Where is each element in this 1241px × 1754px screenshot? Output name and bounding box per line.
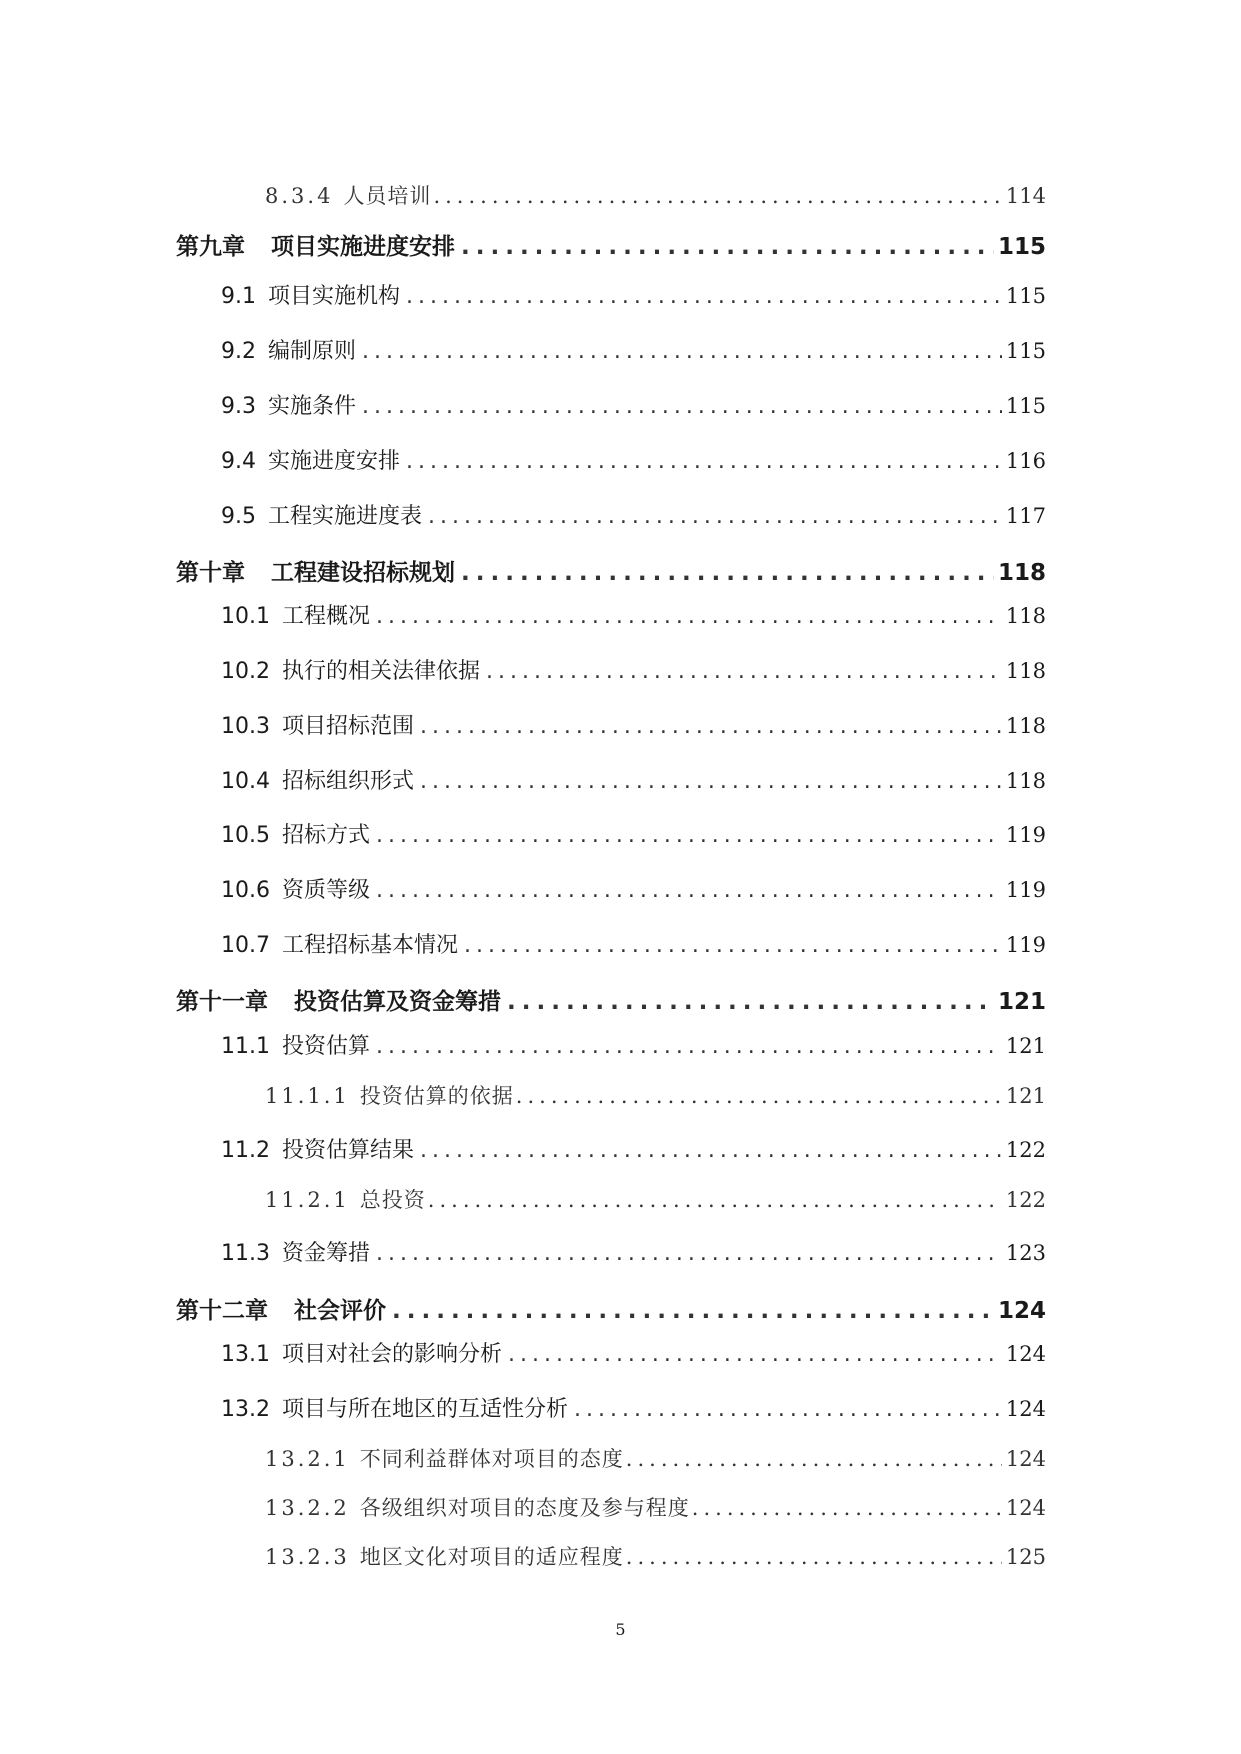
dot-leader (376, 823, 1002, 848)
toc-entry-title: 项目与所在地区的互适性分析 (281, 1397, 568, 1422)
toc-entry-number: 13.1 (221, 1342, 270, 1367)
toc-entry-title: 项目招标范围 (281, 714, 414, 739)
toc-entry-number: 第十章 (176, 560, 245, 586)
toc-entry-page: 119 (1005, 878, 1046, 902)
toc-entry-number: 13.2.3 (265, 1545, 350, 1569)
toc-entry-number: 11.1.1 (265, 1084, 350, 1108)
toc-entry-title: 工程招标基本情况 (281, 933, 458, 958)
toc-entry[interactable] (176, 554, 1046, 587)
toc-entry-page: 118 (1005, 769, 1046, 793)
toc-entry-number: 11.2.1 (265, 1188, 350, 1212)
toc-entry[interactable] (221, 873, 1046, 904)
toc-entry[interactable] (176, 1292, 1046, 1325)
dot-leader (406, 449, 1002, 474)
toc-entry-title: 人员培训 (343, 184, 432, 208)
toc-entry-page: 121 (1005, 1034, 1046, 1058)
dot-leader (392, 1298, 994, 1324)
toc-entry-title: 项目对社会的影响分析 (281, 1342, 502, 1367)
toc-entry-number: 第十一章 (176, 989, 268, 1015)
toc-entry-title: 地区文化对项目的适应程度 (359, 1545, 624, 1569)
dot-leader (516, 1084, 1002, 1108)
toc-entry-title: 实施进度安排 (268, 449, 401, 474)
dot-leader (461, 560, 994, 586)
toc-entry-title: 编制原则 (268, 339, 357, 364)
toc-entry-title: 资质等级 (281, 878, 370, 903)
toc-entry-title: 执行的相关法律依据 (281, 659, 480, 684)
toc-entry-number: 第九章 (176, 234, 245, 260)
dot-leader (428, 1188, 1002, 1212)
dot-leader (461, 234, 994, 260)
dot-leader (486, 659, 1002, 684)
toc-entry-title: 招标组织形式 (281, 769, 414, 794)
dot-leader (406, 284, 1002, 309)
toc-entry-title: 不同利益群体对项目的态度 (359, 1447, 624, 1471)
toc-entry[interactable] (221, 444, 1046, 475)
toc-entry[interactable] (221, 1236, 1046, 1267)
toc-entry-page: 123 (1005, 1241, 1046, 1265)
dot-leader (428, 504, 1002, 529)
dot-leader (420, 769, 1002, 794)
dot-leader (433, 184, 1001, 208)
toc-entry[interactable] (221, 599, 1046, 630)
toc-entry-number: 11.1 (221, 1034, 270, 1059)
toc-entry-title: 投资估算结果 (281, 1138, 414, 1163)
toc-entry-number: 13.2 (221, 1397, 270, 1422)
toc-entry-title: 各级组织对项目的态度及参与程度 (359, 1496, 690, 1520)
dot-leader (362, 394, 1002, 419)
toc-entry[interactable] (221, 1133, 1046, 1164)
toc-entry-page: 122 (1005, 1138, 1046, 1162)
toc-entry-page: 118 (997, 560, 1046, 586)
toc-entry-number: 10.5 (221, 823, 270, 848)
toc-entry-number: 10.2 (221, 659, 270, 684)
dot-leader (464, 933, 1002, 958)
toc-entry-number: 第十二章 (176, 1298, 268, 1324)
toc-entry-number: 9.1 (221, 284, 256, 309)
toc-entry-page: 124 (1005, 1342, 1046, 1366)
dot-leader (574, 1397, 1002, 1422)
toc-entry-page: 115 (997, 234, 1046, 260)
page-number: 5 (615, 1620, 626, 1639)
toc-entry-page: 124 (1005, 1397, 1046, 1421)
dot-leader (376, 1241, 1002, 1266)
toc-entry-title: 项目实施进度安排 (271, 234, 455, 260)
dot-leader (420, 714, 1002, 739)
toc-entry-page: 119 (1005, 823, 1046, 847)
toc-entry-number: 9.5 (221, 504, 256, 529)
dot-leader (692, 1496, 1002, 1520)
toc-entry-number: 13.2.2 (265, 1496, 350, 1520)
toc-entry[interactable] (221, 764, 1046, 795)
toc-entry-number: 10.4 (221, 769, 270, 794)
toc-entry-number: 9.2 (221, 339, 256, 364)
toc-entry-title: 实施条件 (268, 394, 357, 419)
toc-entry-title: 资金筹措 (281, 1241, 370, 1266)
toc-entry[interactable] (221, 1337, 1046, 1368)
toc-entry-title: 工程实施进度表 (268, 504, 423, 529)
dot-leader (626, 1447, 1002, 1471)
toc-entry[interactable] (265, 1492, 1046, 1522)
dot-leader (508, 1342, 1002, 1367)
toc-entry[interactable] (221, 279, 1046, 310)
toc-entry-page: 118 (1005, 659, 1046, 683)
toc-entry-page: 115 (1005, 339, 1046, 363)
toc-entry-page: 125 (1005, 1545, 1046, 1569)
toc-entry-page: 124 (1005, 1447, 1046, 1471)
toc-entry[interactable] (221, 1392, 1046, 1423)
toc-entry-page: 118 (1005, 604, 1046, 628)
toc-entry-number: 10.7 (221, 933, 270, 958)
toc-entry-title: 投资估算的依据 (359, 1084, 514, 1108)
toc-entry-page: 115 (1005, 394, 1046, 418)
toc-entry[interactable] (221, 389, 1046, 420)
toc-entry[interactable] (265, 1541, 1046, 1571)
toc-entry[interactable] (221, 499, 1046, 530)
toc-entry[interactable] (265, 1080, 1046, 1110)
toc-entry-page: 121 (997, 989, 1046, 1015)
toc-entry-page: 124 (997, 1298, 1046, 1324)
toc-entry-page: 115 (1005, 284, 1046, 308)
dot-leader (376, 604, 1002, 629)
toc-entry[interactable] (176, 983, 1046, 1016)
toc-entry[interactable] (221, 334, 1046, 365)
toc-entry[interactable] (265, 180, 1046, 210)
dot-leader (626, 1545, 1002, 1569)
toc-entry-number: 11.2 (221, 1138, 270, 1163)
toc-entry-title: 工程建设招标规划 (271, 560, 455, 586)
toc-entry[interactable] (265, 1443, 1046, 1473)
toc-entry[interactable] (221, 928, 1046, 959)
dot-leader (420, 1138, 1002, 1163)
toc-entry-title: 社会评价 (294, 1298, 386, 1324)
toc-entry-number: 10.1 (221, 604, 270, 629)
toc-entry-page: 118 (1005, 714, 1046, 738)
toc-entry-page: 116 (1005, 449, 1046, 473)
toc-entry-page: 117 (1005, 504, 1046, 528)
toc-entry-title: 投资估算 (281, 1034, 370, 1059)
toc-entry[interactable] (265, 1184, 1046, 1214)
toc-entry-number: 13.2.1 (265, 1447, 350, 1471)
toc-entry[interactable] (176, 228, 1046, 261)
toc-entry-title: 工程概况 (281, 604, 370, 629)
toc-entry-title: 项目实施机构 (268, 284, 401, 309)
toc-entry-title: 投资估算及资金筹措 (294, 989, 501, 1015)
dot-leader (376, 1034, 1002, 1059)
toc-entry-page: 119 (1005, 933, 1046, 957)
toc-entry[interactable] (221, 818, 1046, 849)
toc-entry-title: 招标方式 (281, 823, 370, 848)
toc-entry-number: 9.3 (221, 394, 256, 419)
toc-entry-page: 114 (1005, 184, 1046, 208)
toc-entry-page: 121 (1005, 1084, 1046, 1108)
toc-entry-number: 11.3 (221, 1241, 270, 1266)
toc-entry[interactable] (221, 709, 1046, 740)
toc-entry-number: 8.3.4 (265, 184, 334, 208)
toc-entry-number: 10.6 (221, 878, 270, 903)
toc-entry-title: 总投资 (359, 1188, 426, 1212)
toc-entry-page: 124 (1005, 1496, 1046, 1520)
dot-leader (507, 989, 994, 1015)
dot-leader (362, 339, 1002, 364)
dot-leader (376, 878, 1002, 903)
toc-entry[interactable] (221, 654, 1046, 685)
toc-entry[interactable] (221, 1029, 1046, 1060)
toc-entry-number: 10.3 (221, 714, 270, 739)
toc-entry-page: 122 (1005, 1188, 1046, 1212)
toc-entry-number: 9.4 (221, 449, 256, 474)
